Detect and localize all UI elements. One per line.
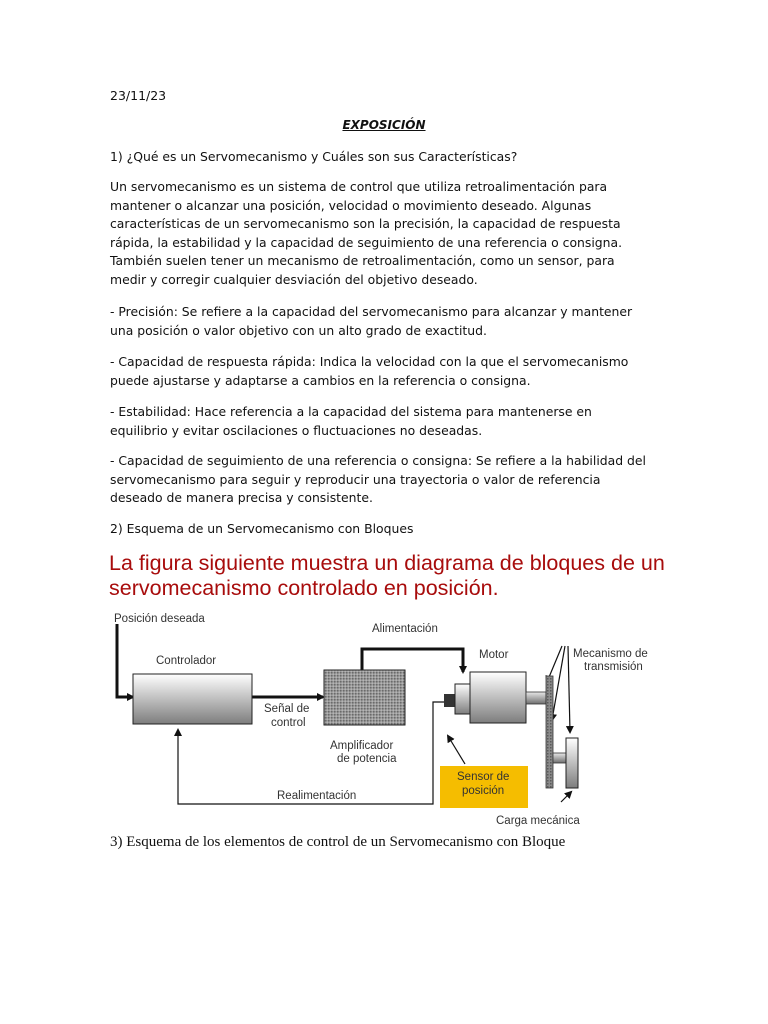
document-date: 23/11/23 — [110, 88, 167, 103]
characteristic-stability: - Estabilidad: Hace referencia a la capacidad del sistema para mantenerse en equilibrio y evitar oscilaciones o fluctuaciones no deseadas. — [110, 404, 592, 438]
sensor-shaft — [444, 694, 456, 707]
question-1: 1) ¿Qué es un Servomecanismo y Cuáles son sus Características? — [110, 149, 518, 164]
input-arrow — [117, 624, 133, 697]
label-mecanismo-line2: transmisión — [584, 661, 643, 673]
label-realimentacion: Realimentación — [277, 790, 357, 802]
label-posicion-deseada: Posición deseada — [114, 613, 205, 625]
characteristic-precision: - Precisión: Se refiere a la capacidad del servomecanismo para alcanzar y mantener una posición o valor objetivo con un alto grado de exactitud. — [110, 304, 633, 338]
label-sensor-line2: posición — [462, 785, 505, 797]
label-motor: Motor — [479, 649, 509, 661]
motor-small-part — [455, 684, 470, 714]
characteristic-tracking: - Capacidad de seguimiento de una referencia o consigna: Se refiere a la habilidad del servomecanismo para seguir y reproducir una trayectoria o valor de referencia deseado de manera precisa y consistente. — [110, 453, 646, 506]
label-sensor-line1: Sensor de — [457, 771, 510, 783]
label-amplificador-line2: de potencia — [337, 753, 397, 765]
intro-paragraph: Un servomecanismo es un sistema de control que utiliza retroalimentación para mantener o alcanzar una posición, velocidad o movimiento deseado. Algunas características de un servomecanismo son la precisión, la capacidad de respuesta rápida, la estabilidad y la capacidad de seguimiento de una referencia o consigna. También suelen tener un mecanismo de retroalimentación, como un sensor, para medir y corregir cualquier desviación del objetivo deseado. — [110, 179, 623, 287]
label-senal-line2: control — [271, 717, 306, 729]
label-carga: Carga mecánica — [496, 815, 580, 827]
label-amplificador-line1: Amplificador — [330, 740, 394, 752]
question-2: 2) Esquema de un Servomecanismo con Bloques — [110, 521, 414, 536]
transmission-gear — [546, 676, 553, 788]
motor-shaft — [526, 692, 546, 704]
motor-block — [470, 672, 526, 723]
label-senal-line1: Señal de — [264, 703, 310, 715]
question-3: 3) Esquema de los elementos de control de un Servomecanismo con Bloque — [110, 834, 566, 850]
amplifier-block — [324, 670, 405, 725]
label-controlador: Controlador — [156, 655, 217, 667]
label-mecanismo-line1: Mecanismo de — [573, 648, 648, 660]
label-alimentacion: Alimentación — [372, 623, 438, 635]
figure-caption: La figura siguiente muestra un diagrama de bloques de un servomecanismo controlado en posición. — [109, 551, 665, 600]
load-block — [566, 738, 578, 788]
power-supply-arrow — [362, 649, 463, 673]
load-shaft — [553, 753, 567, 763]
servomechanism-block-diagram — [100, 606, 670, 832]
characteristic-fast-response: - Capacidad de respuesta rápida: Indica la velocidad con la que el servomecanismo puede ajustarse y adaptarse a cambios en la referencia o consigna. — [110, 354, 629, 388]
controller-block — [133, 674, 252, 724]
document-heading: EXPOSICIÓN — [342, 118, 426, 132]
